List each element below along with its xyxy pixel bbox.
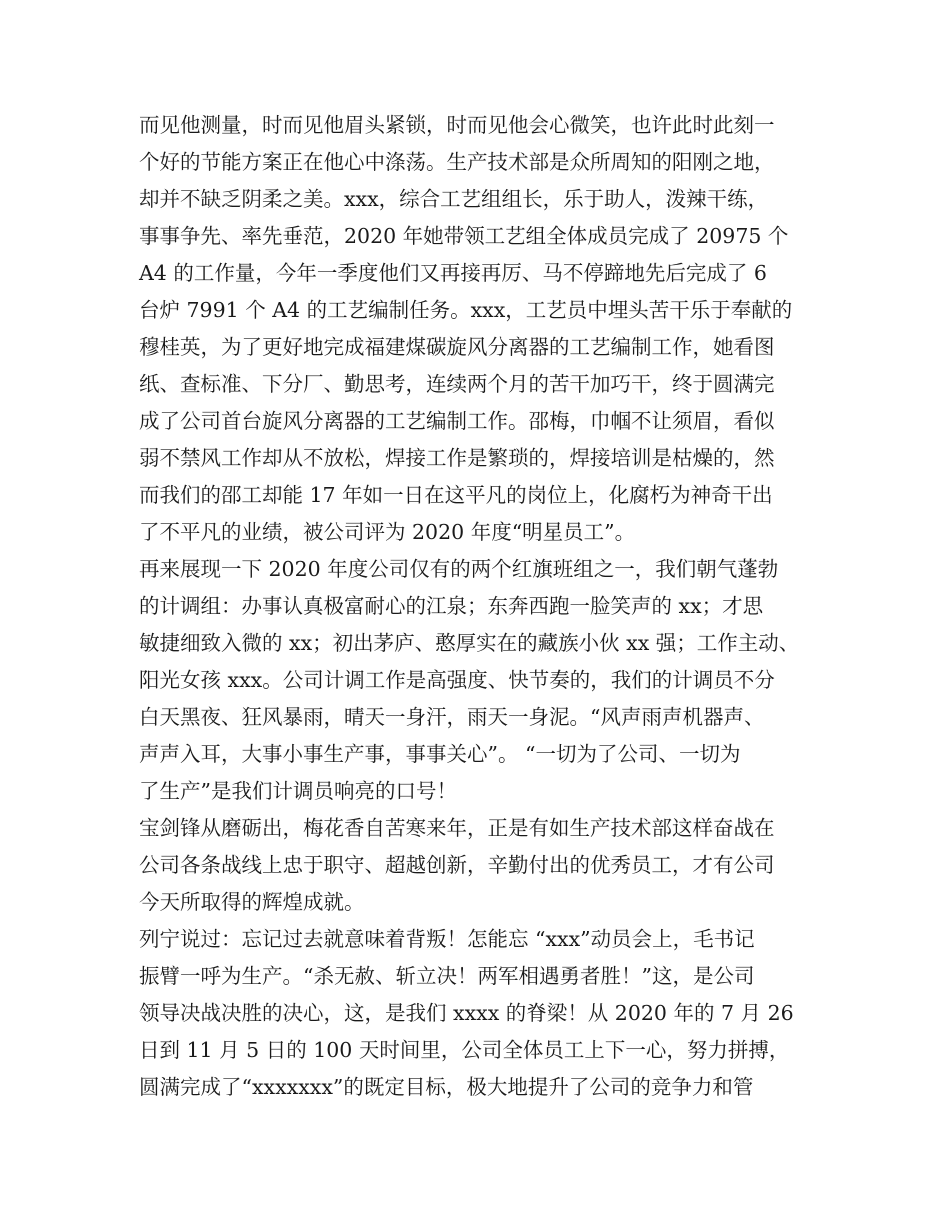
text-line: 事事争先、率先垂范，2020 年她带领工艺组全体成员完成了 20975 个 [139,224,789,248]
text-line: 而见他测量，时而见他眉头紧锁，时而见他会心微笑，也许此时此刻一 [139,113,775,137]
text-line: 振臂一呼为生产。“杀无赦、斩立决！两军相遇勇者胜！”这，是公司 [139,964,755,988]
text-line: 了不平凡的业绩，被公司评为 2020 年度“明星员工”。 [139,520,636,544]
text-line: 再来展现一下 2020 年度公司仅有的两个红旗班组之一，我们朝气蓬勃 [139,557,779,581]
text-line: 而我们的邵工却能 17 年如一日在这平凡的岗位上，化腐朽为神奇干出 [139,483,773,507]
text-line: 弱不禁风工作却从不放松，焊接工作是繁琐的，焊接培训是枯燥的，然 [139,446,775,470]
text-line: 阳光女孩 xxx。公司计调工作是高强度、快节奏的，我们的计调员不分 [139,668,775,692]
text-line: 成了公司首台旋风分离器的工艺编制工作。邵梅，巾帼不让须眉，看似 [139,409,775,433]
text-line: 宝剑锋从磨砺出，梅花香自苦寒来年，正是有如生产技术部这样奋战在 [139,816,775,840]
text-line: 领导决战决胜的决心，这，是我们 xxxx 的脊梁！从 2020 年的 7 月 26 [139,1001,794,1025]
text-line: 却并不缺乏阴柔之美。xxx，综合工艺组组长，乐于助人，泼辣干练， [139,187,769,211]
text-line: 个好的节能方案正在他心中涤荡。生产技术部是众所周知的阳刚之地， [139,150,775,174]
text-line: 的计调组：办事认真极富耐心的江泉；东奔西跑一脸笑声的 xx；才思 [139,594,764,618]
text-line: 台炉 7991 个 A4 的工艺编制任务。xxx，工艺员中埋头苦干乐于奉献的 [139,298,793,322]
text-line: 今天所取得的辉煌成就。 [139,890,365,914]
text-line: 纸、查标准、下分厂、勤思考，连续两个月的苦干加巧干，终于圆满完 [139,372,775,396]
text-line: 圆满完成了“xxxxxxx”的既定目标，极大地提升了公司的竞争力和管 [139,1075,754,1099]
document-body [139,107,819,1106]
text-line: 了生产”是我们计调员响亮的口号！ [139,779,457,803]
text-line: 日到 11 月 5 日的 100 天时间里，公司全体员工上下一心，努力拼搏， [139,1038,790,1062]
text-line: 白天黑夜、狂风暴雨，晴天一身汗，雨天一身泥。“风声雨声机器声、 [139,705,765,729]
text-line: 敏捷细致入微的 xx；初出茅庐、憨厚实在的藏族小伙 xx 强；工作主动、 [139,631,800,655]
text-line: 穆桂英，为了更好地完成福建煤碳旋风分离器的工艺编制工作，她看图 [139,335,775,359]
text-line: 声声入耳，大事小事生产事，事事关心”。 “一切为了公司、一切为 [139,742,741,766]
text-line: 公司各条战线上忠于职守、超越创新，辛勤付出的优秀员工，才有公司 [139,853,775,877]
text-line: 列宁说过：忘记过去就意味着背叛！怎能忘 “xxx”动员会上，毛书记 [139,927,755,951]
text-line: A4 的工作量，今年一季度他们又再接再厉、马不停蹄地先后完成了 6 [139,261,767,285]
